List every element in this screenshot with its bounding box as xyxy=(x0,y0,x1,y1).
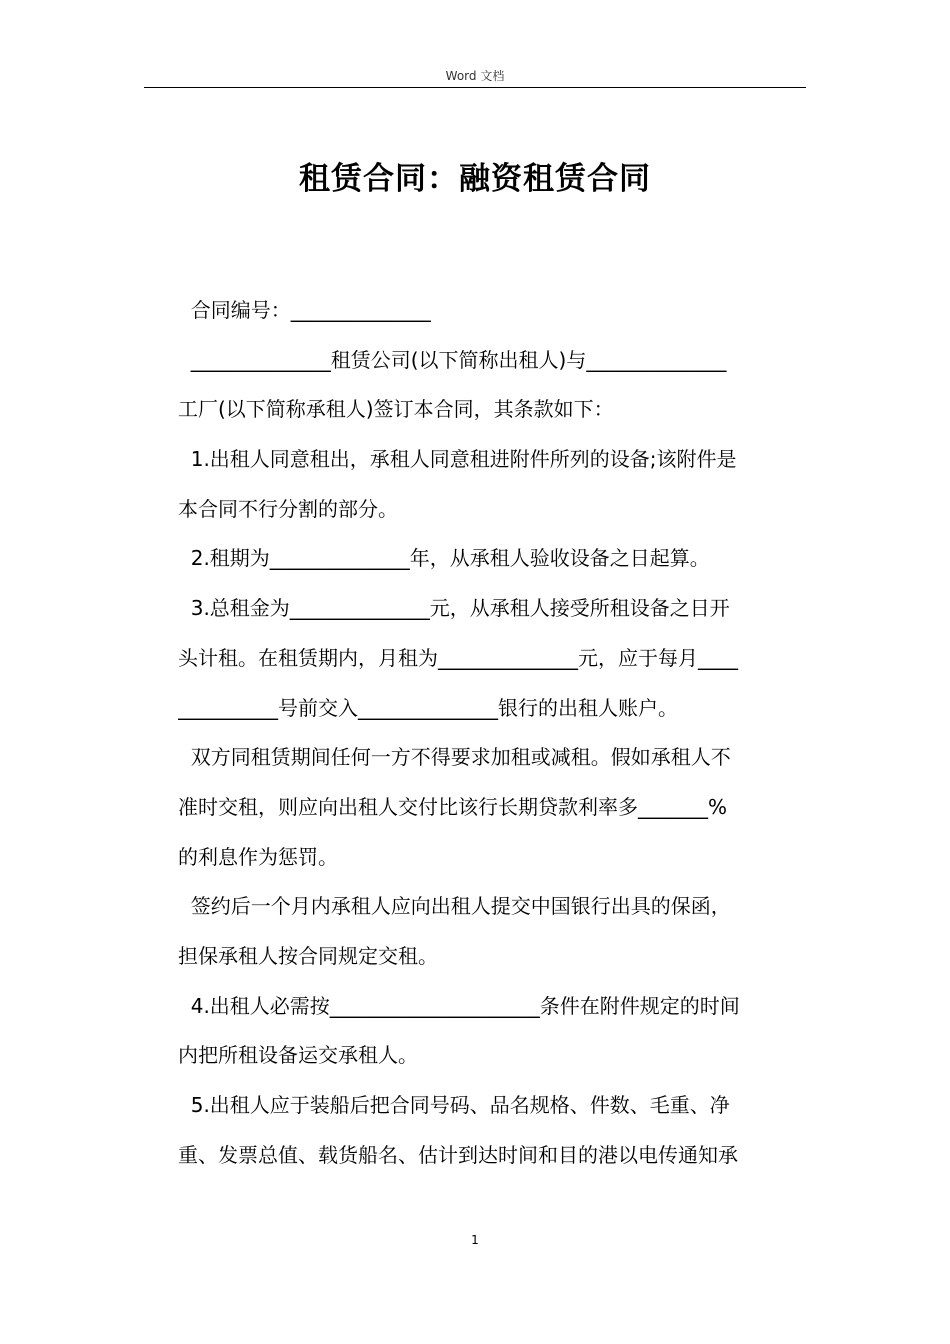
body-line: 2.租期为______________年，从承租人验收设备之日起算。 xyxy=(178,546,710,571)
document-body xyxy=(178,286,808,1180)
body-line: 3.总租金为______________元，从承租人接受所租设备之日开 xyxy=(178,596,730,621)
body-line: 1.出租人同意租出，承租人同意租进附件所列的设备;该附件是 xyxy=(178,447,737,472)
body-line: 双方同租赁期间任何一方不得要求加租或减租。假如承租人不 xyxy=(178,745,731,770)
body-line: 合同编号：______________ xyxy=(178,298,431,322)
body-line: 的利息作为惩罚。 xyxy=(178,844,338,869)
body-line: 重、发票总值、载货船名、估计到达时间和目的港以电传通知承 xyxy=(178,1142,738,1167)
body-line: 准时交租，则应向出租人交付比该行长期贷款利率多_______% xyxy=(178,794,728,819)
page-number: 1 xyxy=(471,1233,479,1247)
body-line: 4.出租人必需按_____________________条件在附件规定的时间 xyxy=(178,993,740,1018)
body-line: __________号前交入______________银行的出租人账户。 xyxy=(178,695,678,720)
body-line: 工厂(以下简称承租人)签订本合同，其条款如下： xyxy=(178,397,614,422)
body-line: 5.出租人应于装船后把合同号码、品名规格、件数、毛重、净 xyxy=(178,1093,730,1117)
header-divider xyxy=(144,87,806,88)
body-line: 签约后一个月内承租人应向出租人提交中国银行出具的保函， xyxy=(178,894,731,919)
body-line: 本合同不行分割的部分。 xyxy=(178,496,398,521)
page-header-label: Word 文档 xyxy=(445,69,505,83)
body-line: 内把所租设备运交承租人。 xyxy=(178,1043,418,1068)
body-line: 担保承租人按合同规定交租。 xyxy=(178,943,438,968)
body-line: 头计租。在租赁期内，月租为______________元，应于每月____ xyxy=(178,645,738,670)
document-title: 租赁合同：融资租赁合同 xyxy=(299,161,651,197)
body-line: ______________租赁公司(以下简称出租人)与______________ xyxy=(178,347,727,372)
